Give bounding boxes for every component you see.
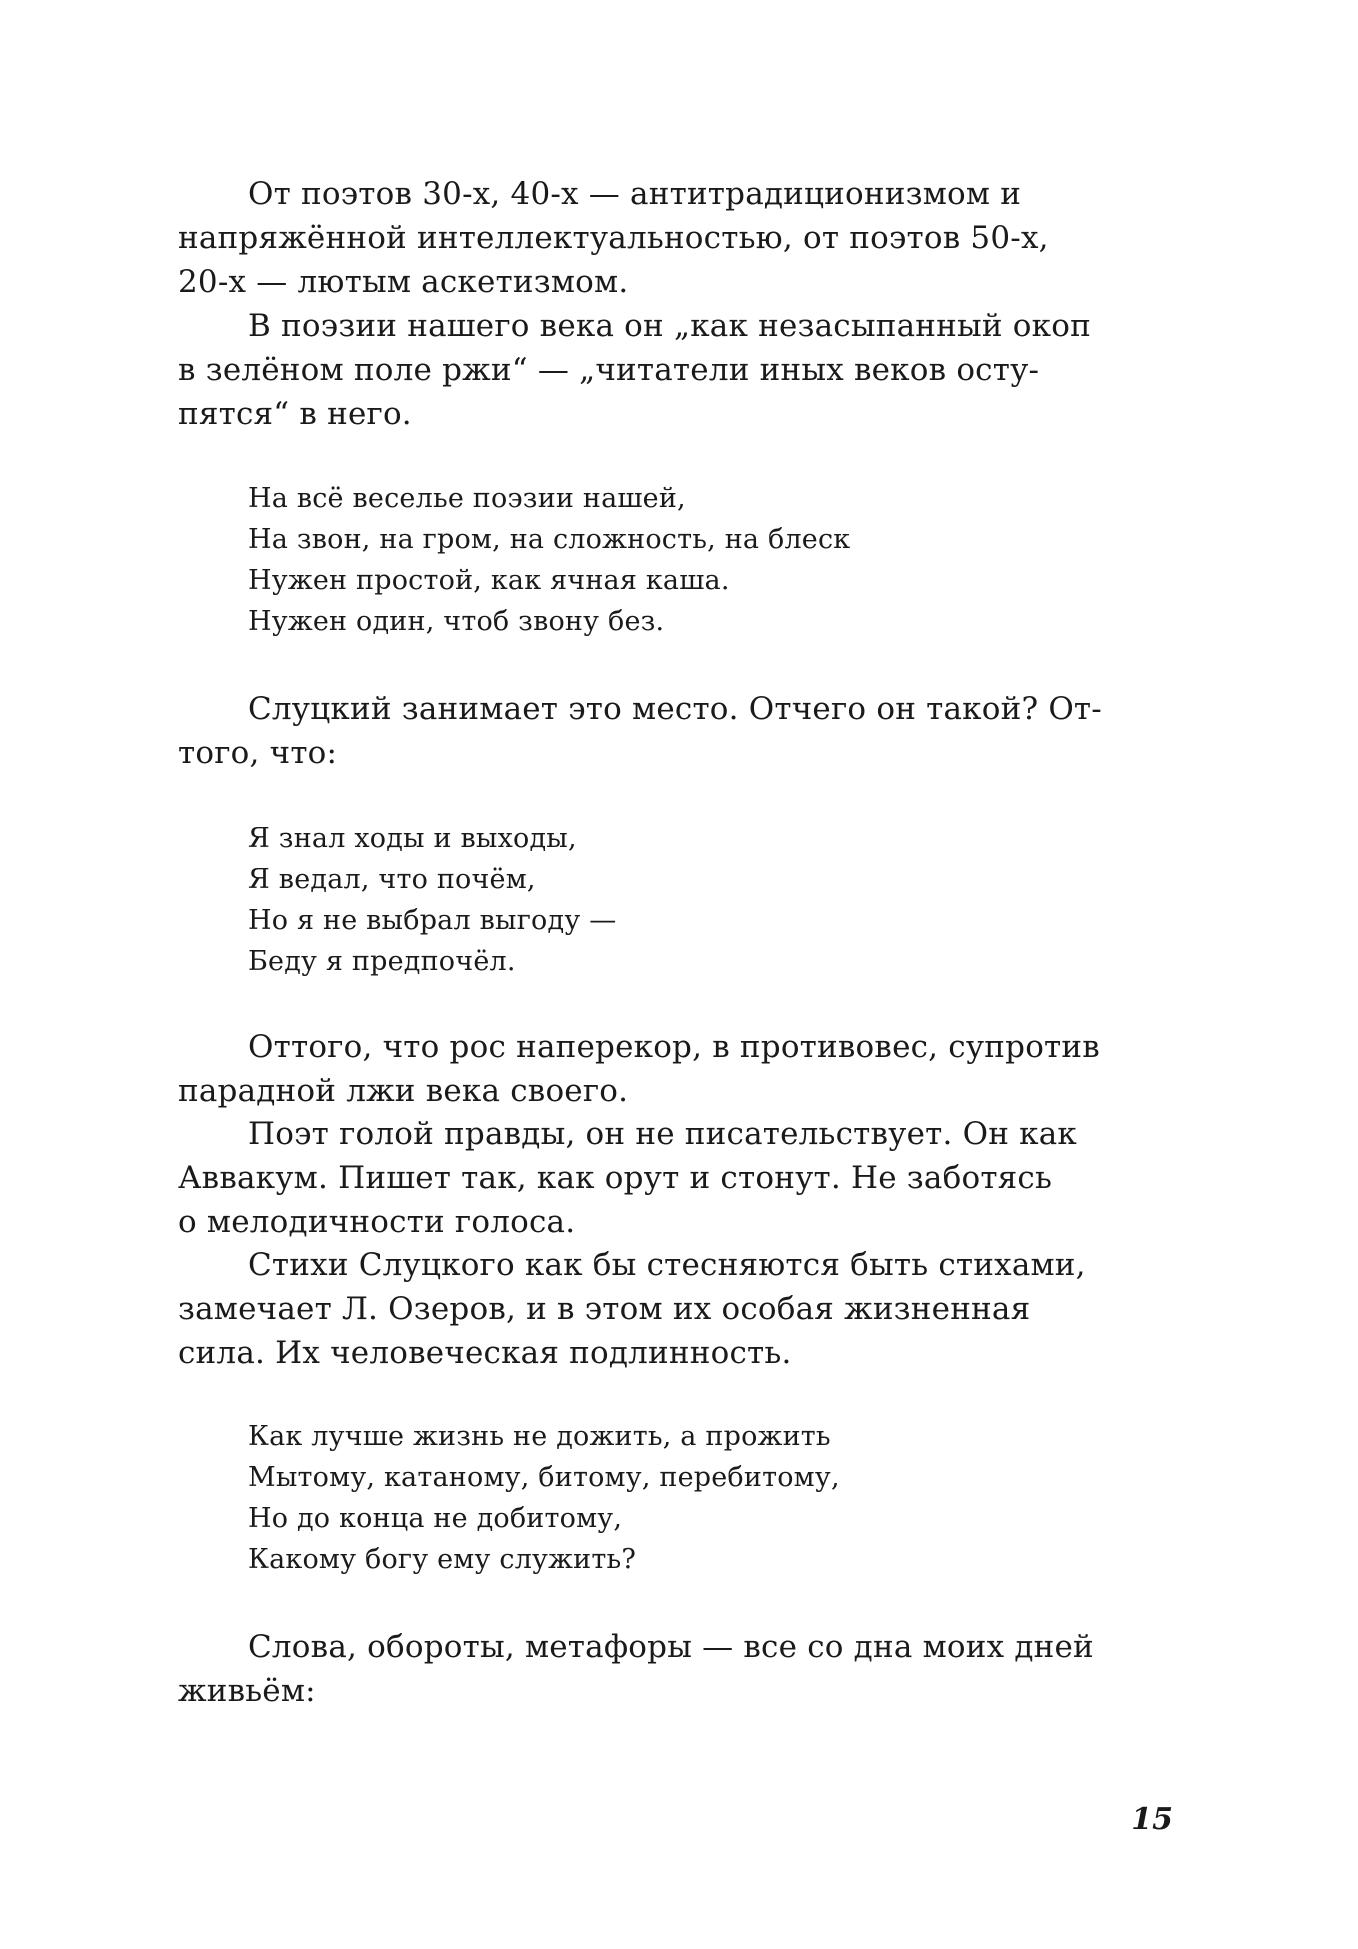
verse-line: Нужен один, чтоб звону без.: [248, 606, 665, 637]
verse-line: Какому богу ему служить?: [248, 1544, 637, 1575]
paragraph-line: напряжённой интеллектуальностью, от поэтов 50-х,: [178, 220, 1049, 256]
paragraph-line: о мелодичности голоса.: [178, 1204, 576, 1240]
paragraph-line: Поэт голой правды, он не писательствует. Он как: [248, 1116, 1077, 1152]
verse-line: Мытому, катаному, битому, перебитому,: [248, 1462, 840, 1493]
verse-line: Беду я предпочёл.: [248, 946, 516, 977]
verse-line: Но до конца не добитому,: [248, 1503, 623, 1534]
paragraph-line: замечает Л. Озеров, и в этом их особая жизненная: [178, 1291, 1031, 1327]
paragraph-line: Слова, обороты, метафоры — все со дна моих дней: [248, 1629, 1094, 1665]
verse-line: На всё веселье поэзии нашей,: [248, 483, 686, 514]
paragraph-7: [178, 1625, 1178, 1713]
paragraph-line: Оттого, что рос наперекор, в противовес, супротив: [248, 1029, 1100, 1065]
paragraph-line: Аввакум. Пишет так, как орут и стонут. Не заботясь: [178, 1160, 1053, 1196]
paragraph-line: От поэтов 30-х, 40-х — антитрадиционизмом и: [248, 176, 1022, 212]
verse-line: Я ведал, что почём,: [248, 864, 536, 895]
paragraph-2: [178, 304, 1178, 436]
verse-stanza-1: [248, 478, 1148, 642]
verse-stanza-2: [248, 818, 1148, 982]
verse-line: Как лучше жизнь не дожить, а прожить: [248, 1421, 831, 1452]
paragraph-line: того, что:: [178, 735, 338, 771]
paragraph-1: [178, 172, 1178, 304]
paragraph-line: в зелёном поле ржи“ — „читатели иных веков осту-: [178, 352, 1040, 388]
paragraph-line: пятся“ в него.: [178, 396, 412, 432]
paragraph-line: Слуцкий занимает это место. Отчего он такой? От-: [248, 691, 1102, 727]
verse-line: На звон, на гром, на сложность, на блеск: [248, 524, 851, 555]
verse-line: Я знал ходы и выходы,: [248, 823, 577, 854]
paragraph-line: Стихи Слуцкого как бы стесняются быть стихами,: [248, 1247, 1086, 1283]
paragraph-6: [178, 1243, 1178, 1375]
verse-stanza-3: [248, 1416, 1148, 1580]
paragraph-3: [178, 687, 1178, 775]
paragraph-5: [178, 1112, 1178, 1244]
paragraph-line: парадной лжи века своего.: [178, 1073, 629, 1109]
paragraph-line: В поэзии нашего века он „как незасыпанный окоп: [248, 308, 1091, 344]
paragraph-line: живьём:: [178, 1673, 316, 1709]
verse-line: Но я не выбрал выгоду —: [248, 905, 617, 936]
paragraph-line: сила. Их человеческая подлинность.: [178, 1335, 792, 1371]
verse-line: Нужен простой, как ячная каша.: [248, 565, 730, 596]
paragraph-4: [178, 1025, 1178, 1113]
paragraph-line: 20-х — лютым аскетизмом.: [178, 264, 629, 300]
page-number: 15: [1131, 1802, 1173, 1837]
